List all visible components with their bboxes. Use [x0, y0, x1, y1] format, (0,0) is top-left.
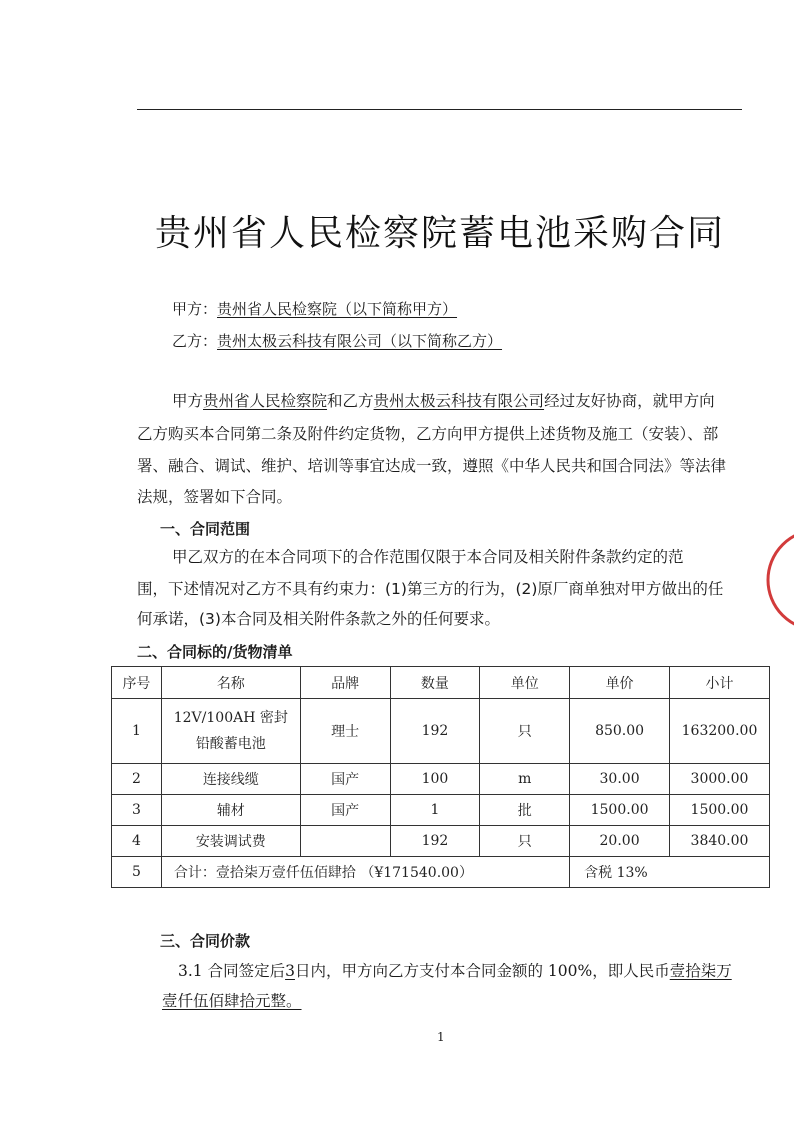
intro-party-a: 贵州省人民检察院: [203, 392, 328, 410]
header-cell: 小计: [670, 667, 770, 699]
section-3-amount: 壹仟伍佰肆拾元整。: [162, 992, 302, 1010]
cell-qty: 1: [390, 795, 480, 826]
cell-price: 850.00: [570, 699, 670, 764]
section-3-line-1: [178, 960, 732, 982]
party-a-line: [172, 298, 457, 319]
cell-price: 20.00: [570, 826, 670, 857]
cell-brand: 理士: [300, 699, 390, 764]
table-row: [112, 795, 770, 826]
header-rule: [137, 109, 742, 110]
cell-subtotal: 163200.00: [670, 699, 770, 764]
cell-no: 3: [112, 795, 162, 826]
intro-text: 甲方: [172, 392, 204, 410]
party-a-value: 贵州省人民检察院（以下简称甲方）: [217, 300, 458, 318]
cell-unit: 批: [480, 795, 570, 826]
section-3-text: 日内，甲方向乙方支付本合同金额的 100%，即人民币: [294, 962, 670, 980]
goods-table: [111, 666, 770, 888]
cell-name-line-2: 铅酸蓄电池: [195, 736, 266, 752]
cell-no: 2: [112, 764, 162, 795]
cell-name-line-1: 12V/100AH 密封: [173, 710, 288, 726]
header-cell: 单位: [480, 667, 570, 699]
cell-qty: 192: [390, 826, 480, 857]
section-3-heading: 三、合同价款: [160, 932, 251, 950]
section-1-heading: 一、合同范围: [160, 520, 251, 538]
section-1-line-3: 何承诺，(3)本合同及相关附件条款之外的任何要求。: [137, 610, 500, 628]
header-cell: 序号: [112, 667, 162, 699]
seal-ring-icon: [760, 520, 794, 640]
section-3-days: 3: [285, 962, 295, 980]
section-2-heading: 二、合同标的/货物清单: [137, 643, 293, 661]
intro-line-2: 乙方购买本合同第二条及附件约定货物，乙方向甲方提供上述货物及施工（安装）、部: [137, 425, 719, 443]
section-1-line-1: 甲乙双方的在本合同项下的合作范围仅限于本合同及相关附件条款约定的范: [172, 548, 684, 566]
party-b-line: [172, 330, 502, 351]
header-cell: 数量: [390, 667, 480, 699]
cell-price: 30.00: [570, 764, 670, 795]
intro-text: 和乙方: [327, 392, 374, 410]
party-b-label: 乙方：: [172, 332, 218, 350]
section-3-text: 3.1 合同签定后: [178, 962, 286, 980]
header-cell: 单价: [570, 667, 670, 699]
cell-unit: m: [480, 764, 570, 795]
section-3-line-2: [162, 990, 302, 1012]
party-b-value: 贵州太极云科技有限公司（以下简称乙方）: [217, 332, 503, 350]
header-cell: 名称: [161, 667, 300, 699]
cell-subtotal: 3000.00: [670, 764, 770, 795]
table-row: [112, 764, 770, 795]
table-row: [112, 699, 770, 764]
cell-name: 辅材: [161, 795, 300, 826]
cell-unit: 只: [480, 699, 570, 764]
cell-no: 1: [112, 699, 162, 764]
table-total-row: [112, 857, 770, 888]
cell-no: 4: [112, 826, 162, 857]
section-1-line-2: 围，下述情况对乙方不具有约束力：(1)第三方的行为，(2)原厂商单独对甲方做出的任: [137, 580, 724, 598]
header-cell: 品牌: [300, 667, 390, 699]
cell-qty: 192: [390, 699, 480, 764]
cell-brand: 国产: [300, 764, 390, 795]
cell-brand: 国产: [300, 795, 390, 826]
red-seal-stamp: [760, 520, 794, 640]
document-title: 贵州省人民检察院蓄电池采购合同: [154, 213, 725, 254]
party-a-label: 甲方：: [172, 300, 218, 318]
intro-line-1: [172, 390, 715, 412]
intro-line-4: 法规，签署如下合同。: [137, 488, 293, 506]
cell-total-text: 合计：壹拾柒万壹仟伍佰肆拾 （¥171540.00）: [161, 857, 569, 888]
intro-party-b: 贵州太极云科技有限公司: [373, 392, 545, 410]
intro-line-3: 署、融合、调试、维护、培训等事宜达成一致，遵照《中华人民共和国合同法》等法律: [137, 457, 727, 475]
cell-name: 安装调试费: [161, 826, 300, 857]
cell-brand: [300, 826, 390, 857]
cell-subtotal: 3840.00: [670, 826, 770, 857]
cell-tax: 含税 13%: [570, 857, 770, 888]
cell-name: [161, 699, 300, 764]
cell-unit: 只: [480, 826, 570, 857]
table-row: [112, 826, 770, 857]
section-3-amount: 壹拾柒万: [669, 962, 732, 980]
intro-text: 经过友好协商，就甲方向: [544, 392, 715, 410]
cell-no: 5: [112, 857, 162, 888]
cell-name: 连接线缆: [161, 764, 300, 795]
cell-price: 1500.00: [570, 795, 670, 826]
cell-subtotal: 1500.00: [670, 795, 770, 826]
cell-qty: 100: [390, 764, 480, 795]
table-header-row: [112, 667, 770, 699]
page-number: 1: [437, 1030, 445, 1044]
